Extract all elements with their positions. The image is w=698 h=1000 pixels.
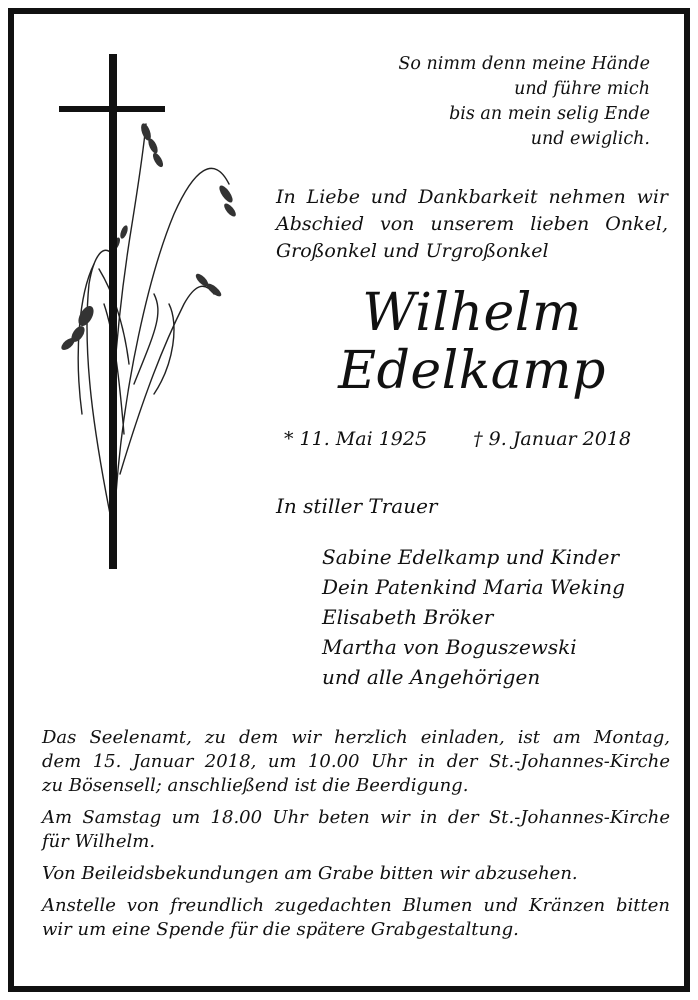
- cross-with-wheat-illustration: [54, 54, 254, 584]
- notice-line: zu Bösensell; anschließend ist die Beerdigung.: [42, 775, 469, 796]
- farewell-intro: [276, 184, 668, 265]
- deceased-last-name: Edelkamp: [338, 341, 606, 401]
- deceased-name: [276, 284, 668, 400]
- intro-line: In Liebe und Dankbarkeit nehmen wir: [276, 186, 668, 208]
- poem-line: bis an mein selig Ende: [449, 104, 650, 124]
- prayer-paragraph: [42, 806, 670, 854]
- mourner-name: Elisabeth Bröker: [322, 605, 494, 629]
- mourner-name: und alle Angehörigen: [322, 665, 541, 689]
- donation-paragraph: [42, 894, 670, 942]
- mourning-heading: In stiller Trauer: [276, 494, 438, 518]
- service-notice: [42, 726, 670, 950]
- wheat-ears-icon: [78, 124, 229, 554]
- mourner-name: Dein Patenkind Maria Weking: [322, 575, 625, 599]
- poem-line: und ewiglich.: [530, 129, 650, 149]
- notice-line: Das Seelenamt, zu dem wir herzlich einladen, ist am Montag,: [42, 727, 670, 748]
- notice-line: für Wilhelm.: [42, 831, 156, 852]
- notice-line: wir um eine Spende für die spätere Grabgestaltung.: [42, 919, 519, 940]
- notice-line: Am Samstag um 18.00 Uhr beten wir in der St.-Johannes-Kirche: [42, 807, 670, 828]
- obituary-frame: [8, 8, 690, 992]
- intro-line: Abschied von unserem lieben Onkel,: [276, 213, 668, 235]
- notice-line: dem 15. Januar 2018, um 10.00 Uhr in der St.-Johannes-Kirche: [42, 751, 670, 772]
- poem-verse: [398, 52, 650, 152]
- poem-line: So nimm denn meine Hände: [398, 54, 650, 74]
- mourners-list: [322, 542, 625, 692]
- death-date: † 9. Januar 2018: [473, 428, 632, 450]
- funeral-paragraph: [42, 726, 670, 798]
- mourner-name: Martha von Boguszewski: [322, 635, 577, 659]
- notice-line: Anstelle von freundlich zugedachten Blumen und Kränzen bitten: [42, 895, 670, 916]
- intro-line: Großonkel und Urgroßonkel: [276, 240, 549, 262]
- birth-date: * 11. Mai 1925: [284, 428, 428, 450]
- life-dates: [284, 428, 631, 450]
- mourner-name: Sabine Edelkamp und Kinder: [322, 545, 620, 569]
- poem-line: und führe mich: [514, 79, 650, 99]
- notice-line: Von Beileidsbekundungen am Grabe bitten wir abzusehen.: [42, 863, 578, 884]
- condolence-paragraph: [42, 862, 670, 886]
- deceased-first-name: Wilhelm: [362, 283, 582, 343]
